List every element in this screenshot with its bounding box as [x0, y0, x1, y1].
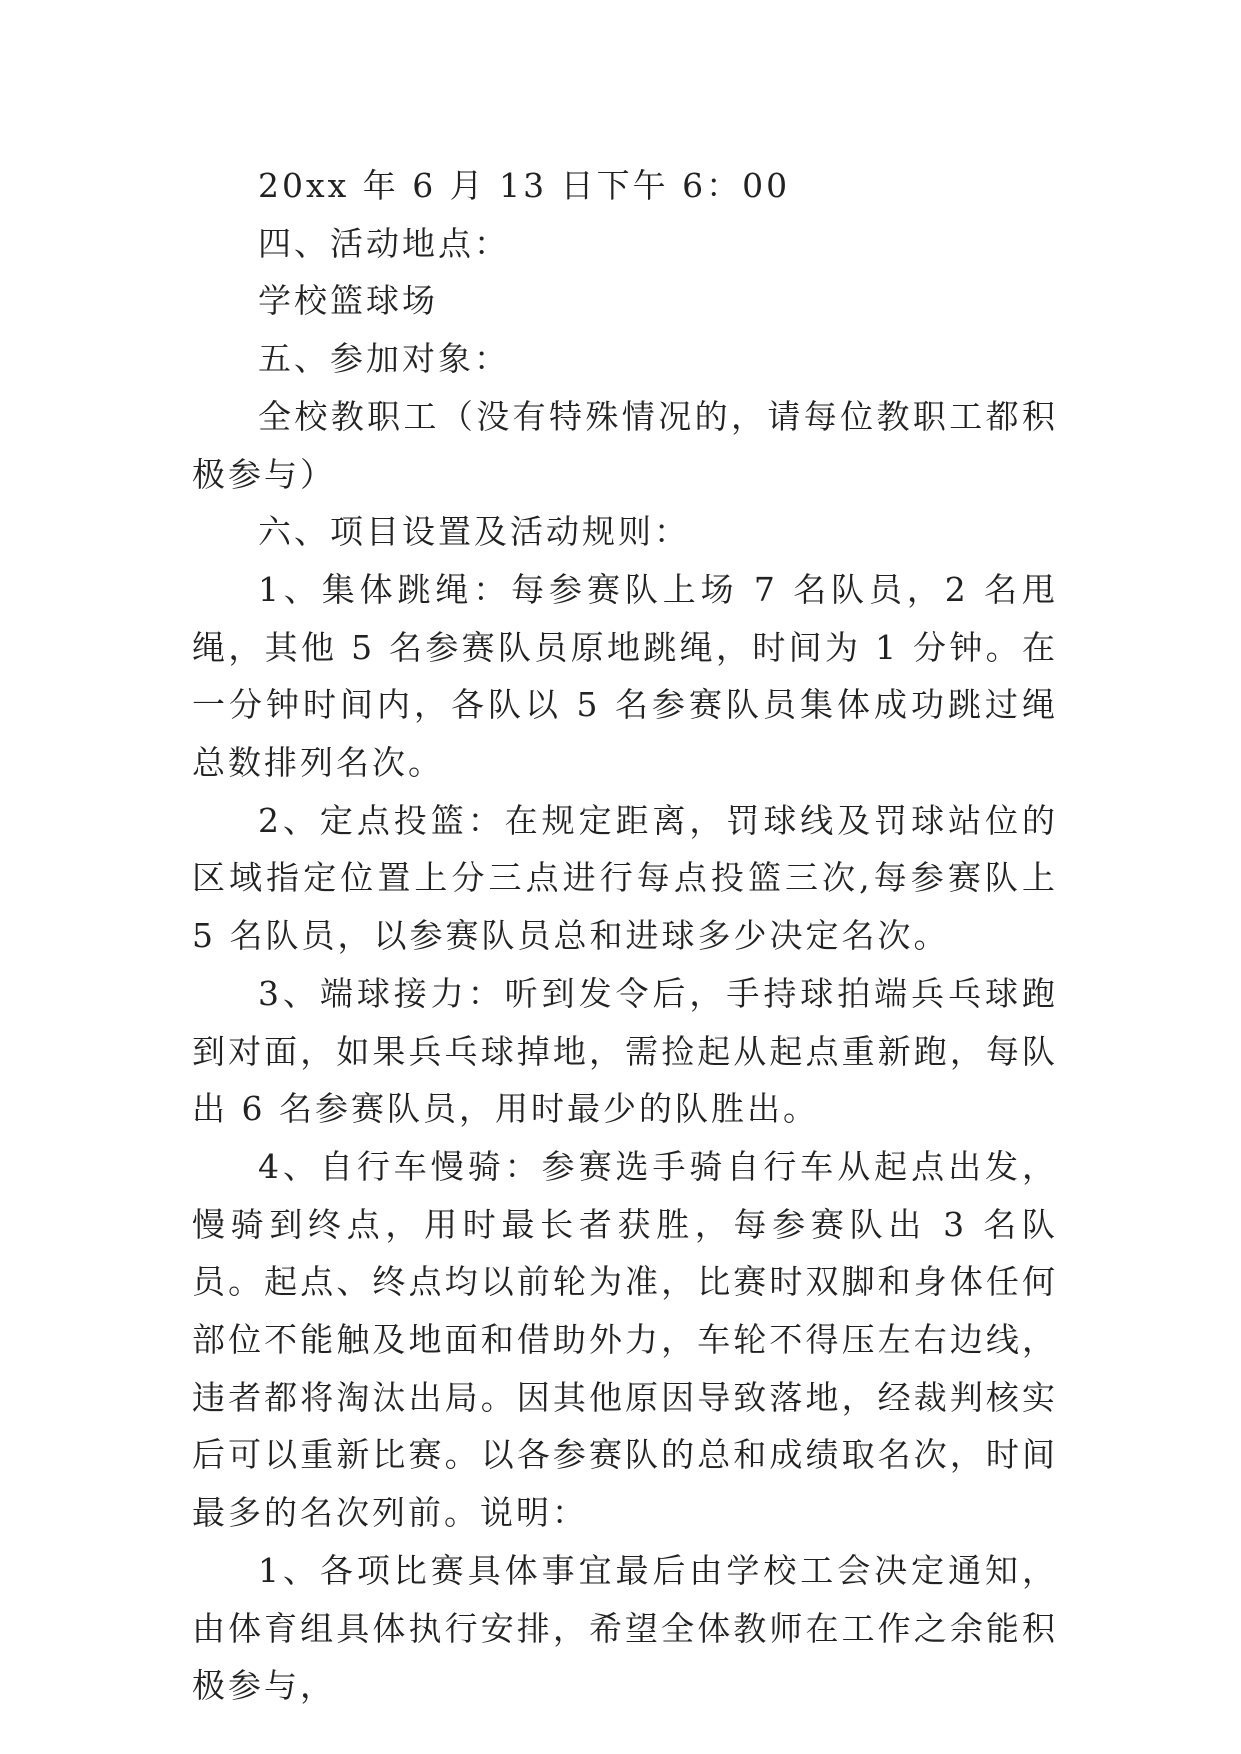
- participants-text: 全校教职工（没有特殊情况的，请每位教职工都积极参与）: [192, 396, 1058, 494]
- activity-location: 学校篮球场: [258, 281, 438, 321]
- section-heading-participants: 五、参加对象：: [258, 339, 510, 379]
- rule-slow-cycling: 4、自行车慢骑：参赛选手骑自行车从起点出发，慢骑到终点，用时最长者获胜，每参赛队出 3 名队员。起点、终点均以前轮为准，比赛时双脚和身体任何部位不能触及地面和借助外力，车轮不得压左右边线，违者都将淘汰出局。因其他原因导致落地，经裁判核实后可以重新比赛。以各参赛队的总和成绩取名次，时间最多的名次列前。说明：: [192, 1146, 1058, 1533]
- rule-group-rope-jumping: 1、集体跳绳：每参赛队上场 7 名队员，2 名甩绳，其他 5 名参赛队员原地跳绳，时间为 1 分钟。在一分钟时间内，各队以 5 名参赛队员集体成功跳过绳总数排列名次。: [192, 569, 1058, 783]
- rule-ball-relay: 3、端球接力：听到发令后，手持球拍端兵乓球跑到对面，如果兵乓球掉地，需捡起从起点重新跑，每队出 6 名参赛队员，用时最少的队胜出。: [192, 973, 1058, 1129]
- rule-fixed-point-shooting: 2、定点投篮：在规定距离，罚球线及罚球站位的区域指定位置上分三点进行每点投篮三次,每参赛队上 5 名队员，以参赛队员总和进球多少决定名次。: [192, 800, 1058, 956]
- section-heading-rules: 六、项目设置及活动规则：: [258, 512, 690, 552]
- document-body: [192, 157, 1058, 1715]
- section-heading-location: 四、活动地点：: [258, 223, 510, 263]
- activity-time: 20xx 年 6 月 13 日下午 6：00: [258, 166, 791, 205]
- note-item-1: 1、各项比赛具体事宜最后由学校工会决定通知，由体育组具体执行安排，希望全体教师在工作之余能积极参与，: [192, 1550, 1058, 1706]
